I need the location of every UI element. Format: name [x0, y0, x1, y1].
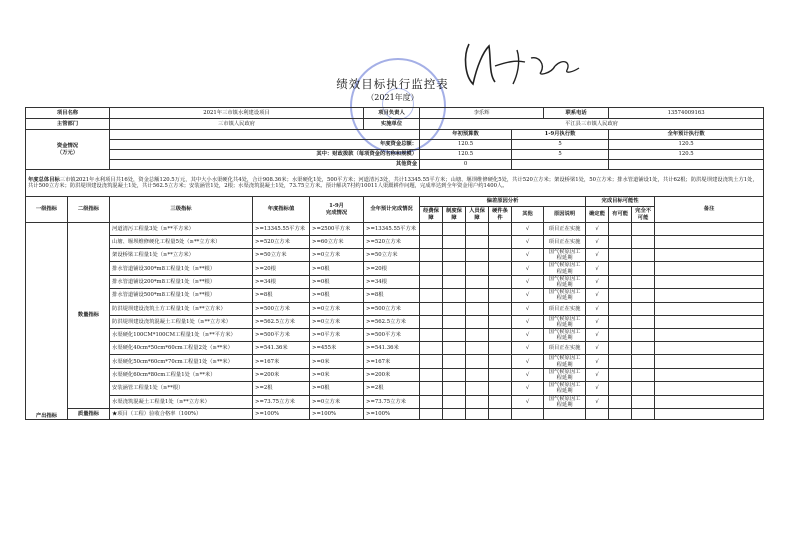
indicator-forecast: >=73.75立方米 [364, 395, 420, 408]
indicator-name: 排水管道铺设300*m8工程量1处（≥**根） [110, 262, 253, 275]
indicator-name: 水渠浇筑混凝土工程量1处（≥**立方米） [110, 395, 253, 408]
dev-other: √ [512, 289, 544, 302]
dev-funding [420, 262, 443, 275]
pos-maybe [609, 342, 632, 355]
indicator-target: >=500立方米 [253, 302, 310, 315]
dev-system [443, 249, 466, 262]
indicator-forecast: >=200米 [364, 368, 420, 381]
indicator-actual: >=0平方米 [310, 329, 364, 342]
indicator-target: >=520立方米 [253, 236, 310, 249]
note [655, 342, 764, 355]
note [655, 329, 764, 342]
dev-hardware [489, 223, 512, 236]
header-pos-col: 完全不可能 [632, 207, 655, 223]
pos-impossible [632, 382, 655, 395]
indicator-forecast: >=34根 [364, 275, 420, 288]
pos-sure: √ [586, 368, 609, 381]
pos-sure: √ [586, 329, 609, 342]
indicator-row [26, 236, 764, 249]
dev-staff [466, 275, 489, 288]
funds-row-label: 其中：财政拨款（每项资金的名称和规模） [110, 150, 420, 160]
dev-funding [420, 329, 443, 342]
indicator-target: >=562.5立方米 [253, 315, 310, 328]
indicator-forecast: >=50立方米 [364, 249, 420, 262]
pos-sure: √ [586, 223, 609, 236]
indicator-target: >=50立方米 [253, 249, 310, 262]
indicator-name: 架设桥梁工程量1处（≥**立方米） [110, 249, 253, 262]
page-subtitle: （2021年度） [366, 93, 419, 102]
funds-col-forecast: 全年预计执行数 [609, 130, 764, 140]
indicator-name: 安装涵管工程量1处（≥**根） [110, 382, 253, 395]
indicator-row [26, 395, 764, 408]
note [655, 262, 764, 275]
pos-sure: √ [586, 249, 609, 262]
funds-row-budget: 0 [420, 160, 512, 170]
dev-hardware [489, 329, 512, 342]
pos-sure: √ [586, 395, 609, 408]
indicator-row [26, 315, 764, 328]
pos-impossible [632, 275, 655, 288]
indicator-actual: >=0根 [310, 262, 364, 275]
indicator-target: >=34根 [253, 275, 310, 288]
indicator-name: 水渠硬化50cm*60cm*70cm工程量1处（≥**米） [110, 355, 253, 368]
dev-funding [420, 382, 443, 395]
indicator-forecast: >=562.5立方米 [364, 315, 420, 328]
performance-monitor-table [25, 107, 764, 420]
pos-impossible [632, 342, 655, 355]
dev-staff [466, 368, 489, 381]
header-dev-col: 经费保障 [420, 207, 443, 223]
dev-funding [420, 342, 443, 355]
impl-label: 实施单位 [364, 119, 420, 130]
pos-sure: √ [586, 262, 609, 275]
dev-funding [420, 275, 443, 288]
note [655, 355, 764, 368]
pos-maybe [609, 382, 632, 395]
dev-reason: 国气候原因工程延期 [544, 329, 586, 342]
dev-staff [466, 355, 489, 368]
pos-impossible [632, 315, 655, 328]
pos-maybe [609, 302, 632, 315]
funds-row-exec [512, 160, 609, 170]
indicator-actual: >=0米 [310, 355, 364, 368]
indicator-actual: >=2500平方米 [310, 223, 364, 236]
dev-hardware [489, 315, 512, 328]
dev-hardware [489, 262, 512, 275]
pos-maybe [609, 275, 632, 288]
pos-sure: √ [586, 302, 609, 315]
indicator-name: 防洪堤坝建设浇筑混凝土工程量1处（≥**立方米） [110, 315, 253, 328]
note [655, 382, 764, 395]
quality-target: >=100% [253, 409, 310, 420]
header-dev-col: 原因说明 [544, 207, 586, 223]
dev-reason: 国气候原因工程延期 [544, 262, 586, 275]
dev-reason: 国气候原因工程延期 [544, 355, 586, 368]
indicator-target: >=500平方米 [253, 329, 310, 342]
pos-maybe [609, 236, 632, 249]
funds-col-exec: 1-9月执行数 [512, 130, 609, 140]
pos-maybe [609, 249, 632, 262]
pos-maybe [609, 223, 632, 236]
dev-system [443, 329, 466, 342]
header-dev-col: 制度保障 [443, 207, 466, 223]
header-forecast: 全年预计完成情况 [364, 197, 420, 223]
dev-other: √ [512, 395, 544, 408]
pos-impossible [632, 329, 655, 342]
pos-sure: √ [586, 342, 609, 355]
funds-row-forecast: 120.5 [609, 140, 764, 150]
pos-sure: √ [586, 275, 609, 288]
dev-staff [466, 329, 489, 342]
dev-hardware [489, 249, 512, 262]
dev-funding [420, 289, 443, 302]
dev-funding [420, 355, 443, 368]
funds-row-forecast [609, 160, 764, 170]
header-level3: 三级指标 [110, 197, 253, 223]
dev-system [443, 289, 466, 302]
dev-hardware [489, 236, 512, 249]
dev-other: √ [512, 355, 544, 368]
indicator-actual: >=0立方米 [310, 395, 364, 408]
note [655, 275, 764, 288]
indicator-target: >=167米 [253, 355, 310, 368]
note [655, 315, 764, 328]
pos-sure: √ [586, 236, 609, 249]
pos-sure: √ [586, 355, 609, 368]
dev-other: √ [512, 382, 544, 395]
indicator-name: 水渠硬化60cm*80cm工程量1处（≥**米） [110, 368, 253, 381]
header-target: 年度指标值 [253, 197, 310, 223]
pos-sure: √ [586, 289, 609, 302]
indicator-actual: >=0立方米 [310, 302, 364, 315]
dev-system [443, 275, 466, 288]
pos-impossible [632, 249, 655, 262]
header-pos-col: 有可能 [609, 207, 632, 223]
indicator-forecast: >=520立方米 [364, 236, 420, 249]
summary-text: 三市镇2021年水利项目共16处，资金总额120.5万元，其中大小水渠硬化共4处，合计908.36米；水渠硬化1处，500平方米；河道清污3处，共计13345.55平方米；山塘、堰坝维修硬化5处，共计520立方米；架设桥梁1处，50立方米；排水管道铺设1处，共计62根；防洪堤坝建设浇筑土方1处，共计500立方米；防洪堤坝建设浇筑混凝土1处，共计562.5立方米；安装涵管1处，2根；水渠浇筑混凝土1处，73.75立方米。预计解决7村约10011人渠溉耕作问题，完成率达到全年资金用户约1400人。 [28, 176, 758, 189]
dev-funding [420, 368, 443, 381]
header-dev-col: 人员保障 [466, 207, 489, 223]
dev-system [443, 262, 466, 275]
pos-sure: √ [586, 315, 609, 328]
indicator-actual: >=0根 [310, 382, 364, 395]
funds-col-budget: 年初预算数 [420, 130, 512, 140]
dev-hardware [489, 395, 512, 408]
dev-other: √ [512, 315, 544, 328]
header-pos-col: 确定能 [586, 207, 609, 223]
indicator-forecast: >=20根 [364, 262, 420, 275]
dev-reason: 国气候原因工程延期 [544, 368, 586, 381]
note [655, 395, 764, 408]
pos-maybe [609, 355, 632, 368]
indicator-actual: >=455米 [310, 342, 364, 355]
dev-system [443, 355, 466, 368]
funds-row-exec: 5 [512, 140, 609, 150]
group-quality-label: 质量指标 [68, 409, 110, 420]
dev-funding [420, 249, 443, 262]
dev-funding [420, 395, 443, 408]
indicator-row [26, 289, 764, 302]
indicator-row [26, 329, 764, 342]
phone-label: 联系电话 [544, 108, 609, 119]
indicator-row [26, 355, 764, 368]
dev-hardware [489, 302, 512, 315]
dev-reason: 国气候原因工程延期 [544, 395, 586, 408]
impl-value: 平江县三市镇人民政府 [420, 119, 764, 130]
indicator-actual: >=60立方米 [310, 236, 364, 249]
indicator-forecast: >=167米 [364, 355, 420, 368]
dev-hardware [489, 382, 512, 395]
dev-hardware [489, 289, 512, 302]
dev-staff [466, 249, 489, 262]
dev-staff [466, 223, 489, 236]
funds-row-budget: 120.5 [420, 140, 512, 150]
dept-label: 主管部门 [26, 119, 110, 130]
level1-label: 产出指标 [26, 223, 68, 420]
dev-system [443, 382, 466, 395]
indicator-target: >=2根 [253, 382, 310, 395]
dev-staff [466, 342, 489, 355]
leader-label: 项目负责人 [364, 108, 420, 119]
indicator-name: 排水管道铺设200*m8工程量1处（≥**根） [110, 275, 253, 288]
indicator-name: 山塘、堰坝维修硬化工程量5处（≥**立方米） [110, 236, 253, 249]
header-dev-col: 其他 [512, 207, 544, 223]
indicator-name: 水渠硬化40cm*50cm*60cm工程量2处（≥**米） [110, 342, 253, 355]
note [655, 368, 764, 381]
pos-impossible [632, 223, 655, 236]
funds-row-label: 其他资金 [110, 160, 420, 170]
dev-hardware [489, 355, 512, 368]
dept-value: 三市镇人民政府 [110, 119, 364, 130]
indicator-actual: >=0根 [310, 289, 364, 302]
quality-forecast: >=100% [364, 409, 420, 420]
indicator-target: >=8根 [253, 289, 310, 302]
dev-staff [466, 302, 489, 315]
indicator-row [26, 275, 764, 288]
indicator-row [26, 368, 764, 381]
pos-maybe [609, 395, 632, 408]
dev-staff [466, 395, 489, 408]
indicator-name: 河道清污工程量3处（≥**平方米） [110, 223, 253, 236]
dev-funding [420, 302, 443, 315]
indicator-name: 防洪堤坝建设浇筑土方工程量1处（≥**立方米） [110, 302, 253, 315]
pos-impossible [632, 302, 655, 315]
pos-impossible [632, 355, 655, 368]
dev-reason: 国气候原因工程延期 [544, 249, 586, 262]
dev-staff [466, 262, 489, 275]
pos-impossible [632, 395, 655, 408]
quality-indicator-name: ★项目（工程）验收合格率（100%） [110, 409, 253, 420]
dev-system [443, 223, 466, 236]
header-level1: 一级指标 [26, 197, 68, 223]
indicator-forecast: >=8根 [364, 289, 420, 302]
indicator-actual: >=0立方米 [310, 315, 364, 328]
dev-other: √ [512, 236, 544, 249]
dev-system [443, 342, 466, 355]
dev-other: √ [512, 223, 544, 236]
dev-system [443, 236, 466, 249]
pos-maybe [609, 315, 632, 328]
dev-reason: 项目正在实施 [544, 223, 586, 236]
pos-maybe [609, 262, 632, 275]
dev-funding [420, 236, 443, 249]
pos-impossible [632, 368, 655, 381]
dev-reason: 项目正在实施 [544, 236, 586, 249]
dev-other: √ [512, 275, 544, 288]
dev-other: √ [512, 342, 544, 355]
indicator-row [26, 223, 764, 236]
pos-sure: √ [586, 382, 609, 395]
indicator-forecast: >=13345.55平方米 [364, 223, 420, 236]
indicator-forecast: >=541.36米 [364, 342, 420, 355]
note [655, 223, 764, 236]
header-possibility: 完成目标可能性 [586, 197, 655, 207]
funds-row-label: 年度资金总额： [110, 140, 420, 150]
pos-maybe [609, 368, 632, 381]
indicator-actual: >=0根 [310, 275, 364, 288]
dev-funding [420, 315, 443, 328]
header-deviation: 偏差原因分析 [420, 197, 586, 207]
indicator-target: >=20根 [253, 262, 310, 275]
dev-staff [466, 289, 489, 302]
dev-reason: 项目正在实施 [544, 342, 586, 355]
dev-reason: 项目正在实施 [544, 302, 586, 315]
pos-impossible [632, 236, 655, 249]
indicator-actual: >=0米 [310, 368, 364, 381]
dev-other: √ [512, 368, 544, 381]
indicator-row [26, 249, 764, 262]
dev-staff [466, 236, 489, 249]
group-quantity-label: 数量指标 [68, 223, 110, 409]
indicator-target: >=541.36米 [253, 342, 310, 355]
page-title: 绩效目标执行监控表 [336, 77, 449, 91]
indicator-forecast: >=500平方米 [364, 329, 420, 342]
dev-reason: 国气候原因工程延期 [544, 289, 586, 302]
dev-system [443, 395, 466, 408]
note [655, 289, 764, 302]
header-dev-col: 硬件条件 [489, 207, 512, 223]
pos-impossible [632, 289, 655, 302]
dev-system [443, 315, 466, 328]
note [655, 236, 764, 249]
dev-funding [420, 223, 443, 236]
project-name-value: 2021年三市镇水利建设项目 [110, 108, 364, 119]
phone-value: 13574009163 [609, 108, 764, 119]
dev-other: √ [512, 262, 544, 275]
note [655, 302, 764, 315]
indicator-target: >=73.75立方米 [253, 395, 310, 408]
indicator-name: 排水管道铺设500*m8工程量1处（≥**根） [110, 289, 253, 302]
funds-section-label: 资金情况 （万元） [26, 130, 110, 170]
dev-hardware [489, 368, 512, 381]
dev-hardware [489, 342, 512, 355]
funds-row-forecast: 120.5 [609, 150, 764, 160]
dev-reason: 国气候原因工程延期 [544, 382, 586, 395]
indicator-target: >=200米 [253, 368, 310, 381]
project-name-label: 项目名称 [26, 108, 110, 119]
indicator-forecast: >=500立方米 [364, 302, 420, 315]
header-actual: 1-9月 完成情况 [310, 197, 364, 223]
note [655, 249, 764, 262]
dev-other: √ [512, 302, 544, 315]
indicator-actual: >=0立方米 [310, 249, 364, 262]
dev-other: √ [512, 329, 544, 342]
indicator-row [26, 262, 764, 275]
quality-actual: >=100% [310, 409, 364, 420]
pos-maybe [609, 329, 632, 342]
dev-reason: 国气候原因工程延期 [544, 315, 586, 328]
indicator-row [26, 382, 764, 395]
summary-label: 年度总体目标 [28, 176, 60, 183]
dev-hardware [489, 275, 512, 288]
dev-system [443, 302, 466, 315]
indicator-forecast: >=2根 [364, 382, 420, 395]
indicator-target: >=13345.55平方米 [253, 223, 310, 236]
pos-maybe [609, 289, 632, 302]
indicator-row [26, 302, 764, 315]
funds-row-budget: 120.5 [420, 150, 512, 160]
indicator-name: 水渠硬化100CM*100CM工程量1处（≥**平方米） [110, 329, 253, 342]
pos-impossible [632, 262, 655, 275]
dev-staff [466, 382, 489, 395]
indicator-row [26, 342, 764, 355]
funds-row-exec: 5 [512, 150, 609, 160]
leader-value: 李乐辉 [420, 108, 544, 119]
header-level2: 二级指标 [68, 197, 110, 223]
dev-system [443, 368, 466, 381]
dev-reason: 国气候原因工程延期 [544, 275, 586, 288]
dev-staff [466, 315, 489, 328]
dev-other: √ [512, 249, 544, 262]
header-note: 备注 [655, 197, 764, 223]
